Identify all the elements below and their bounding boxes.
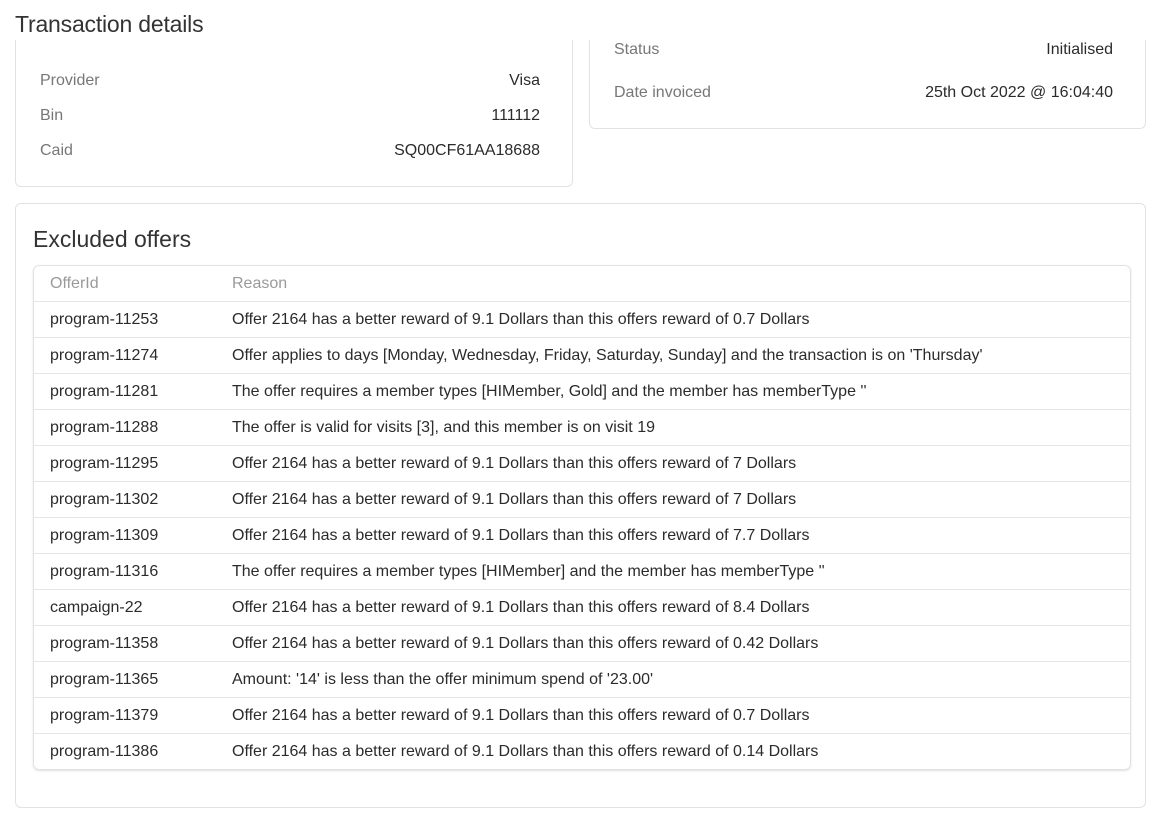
reason-cell: Offer 2164 has a better reward of 9.1 Dollars than this offers reward of 0.14 Dollars [232, 742, 819, 760]
offer-id-cell: campaign-22 [34, 590, 216, 626]
excluded-offers-panel [15, 203, 1146, 808]
detail-value: Visa [509, 72, 540, 89]
table-row[interactable] [34, 698, 1130, 734]
reason-cell: The offer is valid for visits [3], and this member is on visit 19 [216, 410, 1130, 446]
offer-id-cell: program-11288 [34, 410, 216, 446]
offer-id-cell: program-11295 [34, 446, 216, 482]
table-row[interactable] [34, 410, 1130, 446]
offer-id-cell: program-11281 [34, 374, 216, 410]
detail-row-date-invoiced [614, 81, 1113, 105]
offer-id-cell: program-11253 [34, 302, 216, 338]
column-header-reason[interactable]: Reason [216, 266, 1130, 302]
table-row[interactable] [34, 662, 1130, 698]
reason-cell: Offer 2164 has a better reward of 9.1 Dollars than this offers reward of 0.42 Dollars [216, 626, 1130, 662]
detail-value: SQ00CF61AA18688 [394, 142, 540, 159]
reason-cell: The offer requires a member types [HIMember, Gold] and the member has memberType '' [216, 374, 1130, 410]
detail-label: Provider [40, 72, 100, 89]
detail-row-status [614, 40, 1113, 62]
excluded-offers-table [33, 265, 1131, 770]
excluded-offers-title: Excluded offers [33, 226, 192, 252]
reason-cell: Offer 2164 has a better reward of 9.1 Dollars than this offers reward of 7.7 Dollars [216, 518, 1130, 554]
reason-cell: Offer applies to days [Monday, Wednesday, Friday, Saturday, Sunday] and the transaction is on 'Thursday' [216, 338, 1130, 374]
table-row[interactable] [34, 734, 1130, 770]
offer-id-cell: program-11386 [50, 742, 159, 760]
table-header-row [34, 266, 1130, 302]
reason-cell: Offer 2164 has a better reward of 9.1 Dollars than this offers reward of 7 Dollars [216, 446, 1130, 482]
page-title: Transaction details [15, 11, 204, 37]
reason-cell: Offer 2164 has a better reward of 9.1 Dollars than this offers reward of 8.4 Dollars [216, 590, 1130, 626]
detail-row-bin [40, 104, 540, 128]
table-row[interactable] [34, 338, 1130, 374]
table-row[interactable] [34, 590, 1130, 626]
detail-label: Date invoiced [614, 84, 711, 101]
offer-id-cell: program-11309 [34, 518, 216, 554]
reason-cell: Amount: '14' is less than the offer minimum spend of '23.00' [216, 662, 1130, 698]
detail-value: Initialised [1046, 40, 1113, 58]
detail-row-caid [40, 139, 540, 163]
detail-row-provider [40, 69, 540, 93]
reason-cell: Offer 2164 has a better reward of 9.1 Dollars than this offers reward of 0.7 Dollars [216, 698, 1130, 734]
table-row[interactable] [34, 302, 1130, 338]
column-header-offer-id[interactable]: OfferId [34, 266, 216, 302]
table-row[interactable] [34, 554, 1130, 590]
table-row[interactable] [34, 446, 1130, 482]
detail-value: 111112 [491, 107, 540, 124]
card-details-panel [15, 40, 573, 187]
reason-cell: Offer 2164 has a better reward of 9.1 Dollars than this offers reward of 7 Dollars [216, 482, 1130, 518]
detail-label: Status [614, 40, 660, 58]
reason-cell: Offer 2164 has a better reward of 9.1 Dollars than this offers reward of 0.7 Dollars [216, 302, 1130, 338]
table-row[interactable] [34, 482, 1130, 518]
table-row[interactable] [34, 374, 1130, 410]
offer-id-cell: program-11365 [34, 662, 216, 698]
offer-id-cell: program-11302 [34, 482, 216, 518]
reason-cell: The offer requires a member types [HIMember] and the member has memberType '' [216, 554, 1130, 590]
table-row[interactable] [34, 518, 1130, 554]
detail-value: 25th Oct 2022 @ 16:04:40 [925, 84, 1113, 101]
offer-id-cell: program-11274 [34, 338, 216, 374]
detail-label: Caid [40, 142, 73, 159]
offer-id-cell: program-11316 [34, 554, 216, 590]
table-row[interactable] [34, 626, 1130, 662]
offer-id-cell: program-11358 [34, 626, 216, 662]
invoice-details-panel [589, 40, 1146, 129]
offer-id-cell: program-11379 [34, 698, 216, 734]
detail-label: Bin [40, 107, 64, 124]
